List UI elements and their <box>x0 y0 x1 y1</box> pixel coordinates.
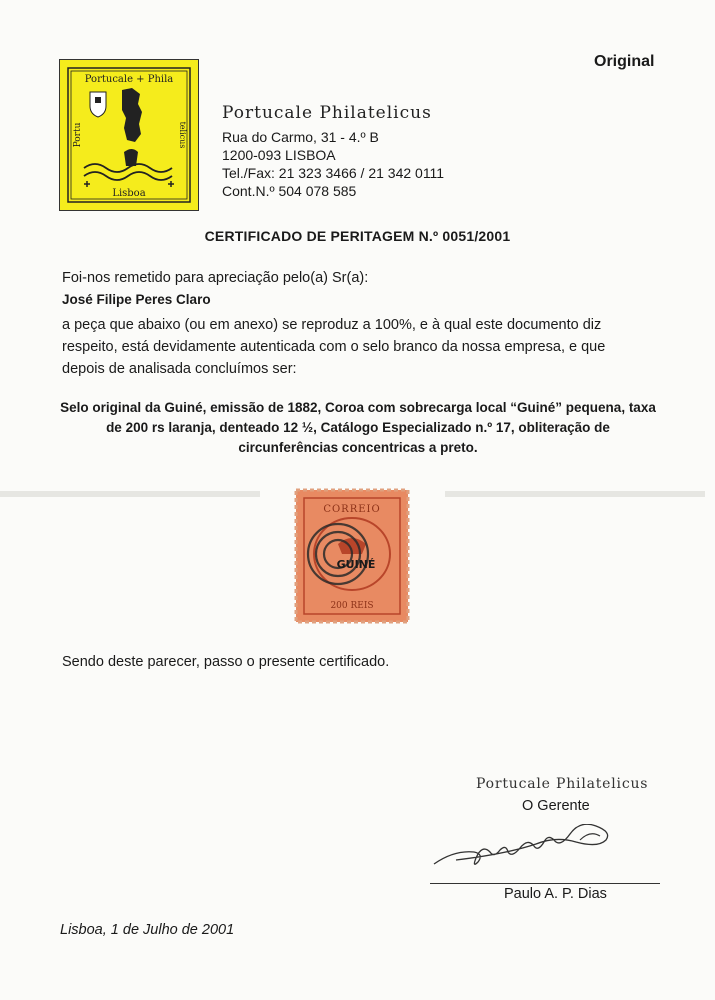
signature-role: O Gerente <box>522 798 590 814</box>
address-line-2: 1200-093 LISBOA <box>222 147 336 163</box>
closing-text: Sendo deste parecer, passo o presente certificado. <box>62 654 390 670</box>
company-name: Portucale Philatelicus <box>222 103 432 123</box>
handwritten-signature-icon <box>430 824 660 882</box>
place-date: Lisboa, 1 de Julho de 2001 <box>60 922 235 938</box>
emboss-right-icon <box>445 484 705 504</box>
logo-top-text: Portucale + Phila <box>84 74 174 85</box>
stamp-top-text: CORREIO <box>323 504 381 515</box>
intro-text: Foi-nos remetido para apreciação pelo(a) Sr(a): <box>62 270 369 286</box>
tax-id: Cont.N.º 504 078 585 <box>222 183 357 199</box>
logo-emblem-icon <box>60 60 198 210</box>
original-label: Original <box>594 53 655 70</box>
signatory-name: Paulo A. P. Dias <box>504 886 607 902</box>
certificate-title: CERTIFICADO DE PERITAGEM N.º 0051/2001 <box>204 228 511 244</box>
address-line-1: Rua do Carmo, 31 - 4.º B <box>222 129 379 145</box>
logo-bottom-text: Lisboa <box>112 188 146 199</box>
signature-line <box>430 883 660 884</box>
stamp-description: Selo original da Guiné, emissão de 1882, Coroa com sobrecarga local “Guiné” pequena, taxa de 200 rs laranja, denteado 12 ½, Catálogo Especializado n.º 17, obliteração de circunferências concentricas a preto. <box>60 400 656 455</box>
company-logo <box>59 59 199 211</box>
stamp-overprint: GUINÉ <box>336 558 376 571</box>
logo-right-text: telicus <box>178 121 187 149</box>
company-info <box>222 104 444 200</box>
signature-block <box>430 776 660 902</box>
phone-fax: Tel./Fax: 21 323 3466 / 21 342 0111 <box>222 165 445 181</box>
client-name: José Filipe Peres Claro <box>62 292 211 307</box>
emboss-left-icon <box>0 484 260 504</box>
logo-left-text: Portu <box>73 122 83 148</box>
body-paragraph: a peça que abaixo (ou em anexo) se reproduz a 100%, e à qual este documento diz respeito, está devidamente autenticada com o selo branco da nossa empresa, e que depois de analisada concluímos ser: <box>62 317 606 377</box>
signature-company: Portucale Philatelicus <box>476 776 649 792</box>
stamp-value-text: 200 REIS <box>330 601 374 611</box>
stamp-icon <box>294 488 410 624</box>
stamp-image <box>294 488 410 624</box>
